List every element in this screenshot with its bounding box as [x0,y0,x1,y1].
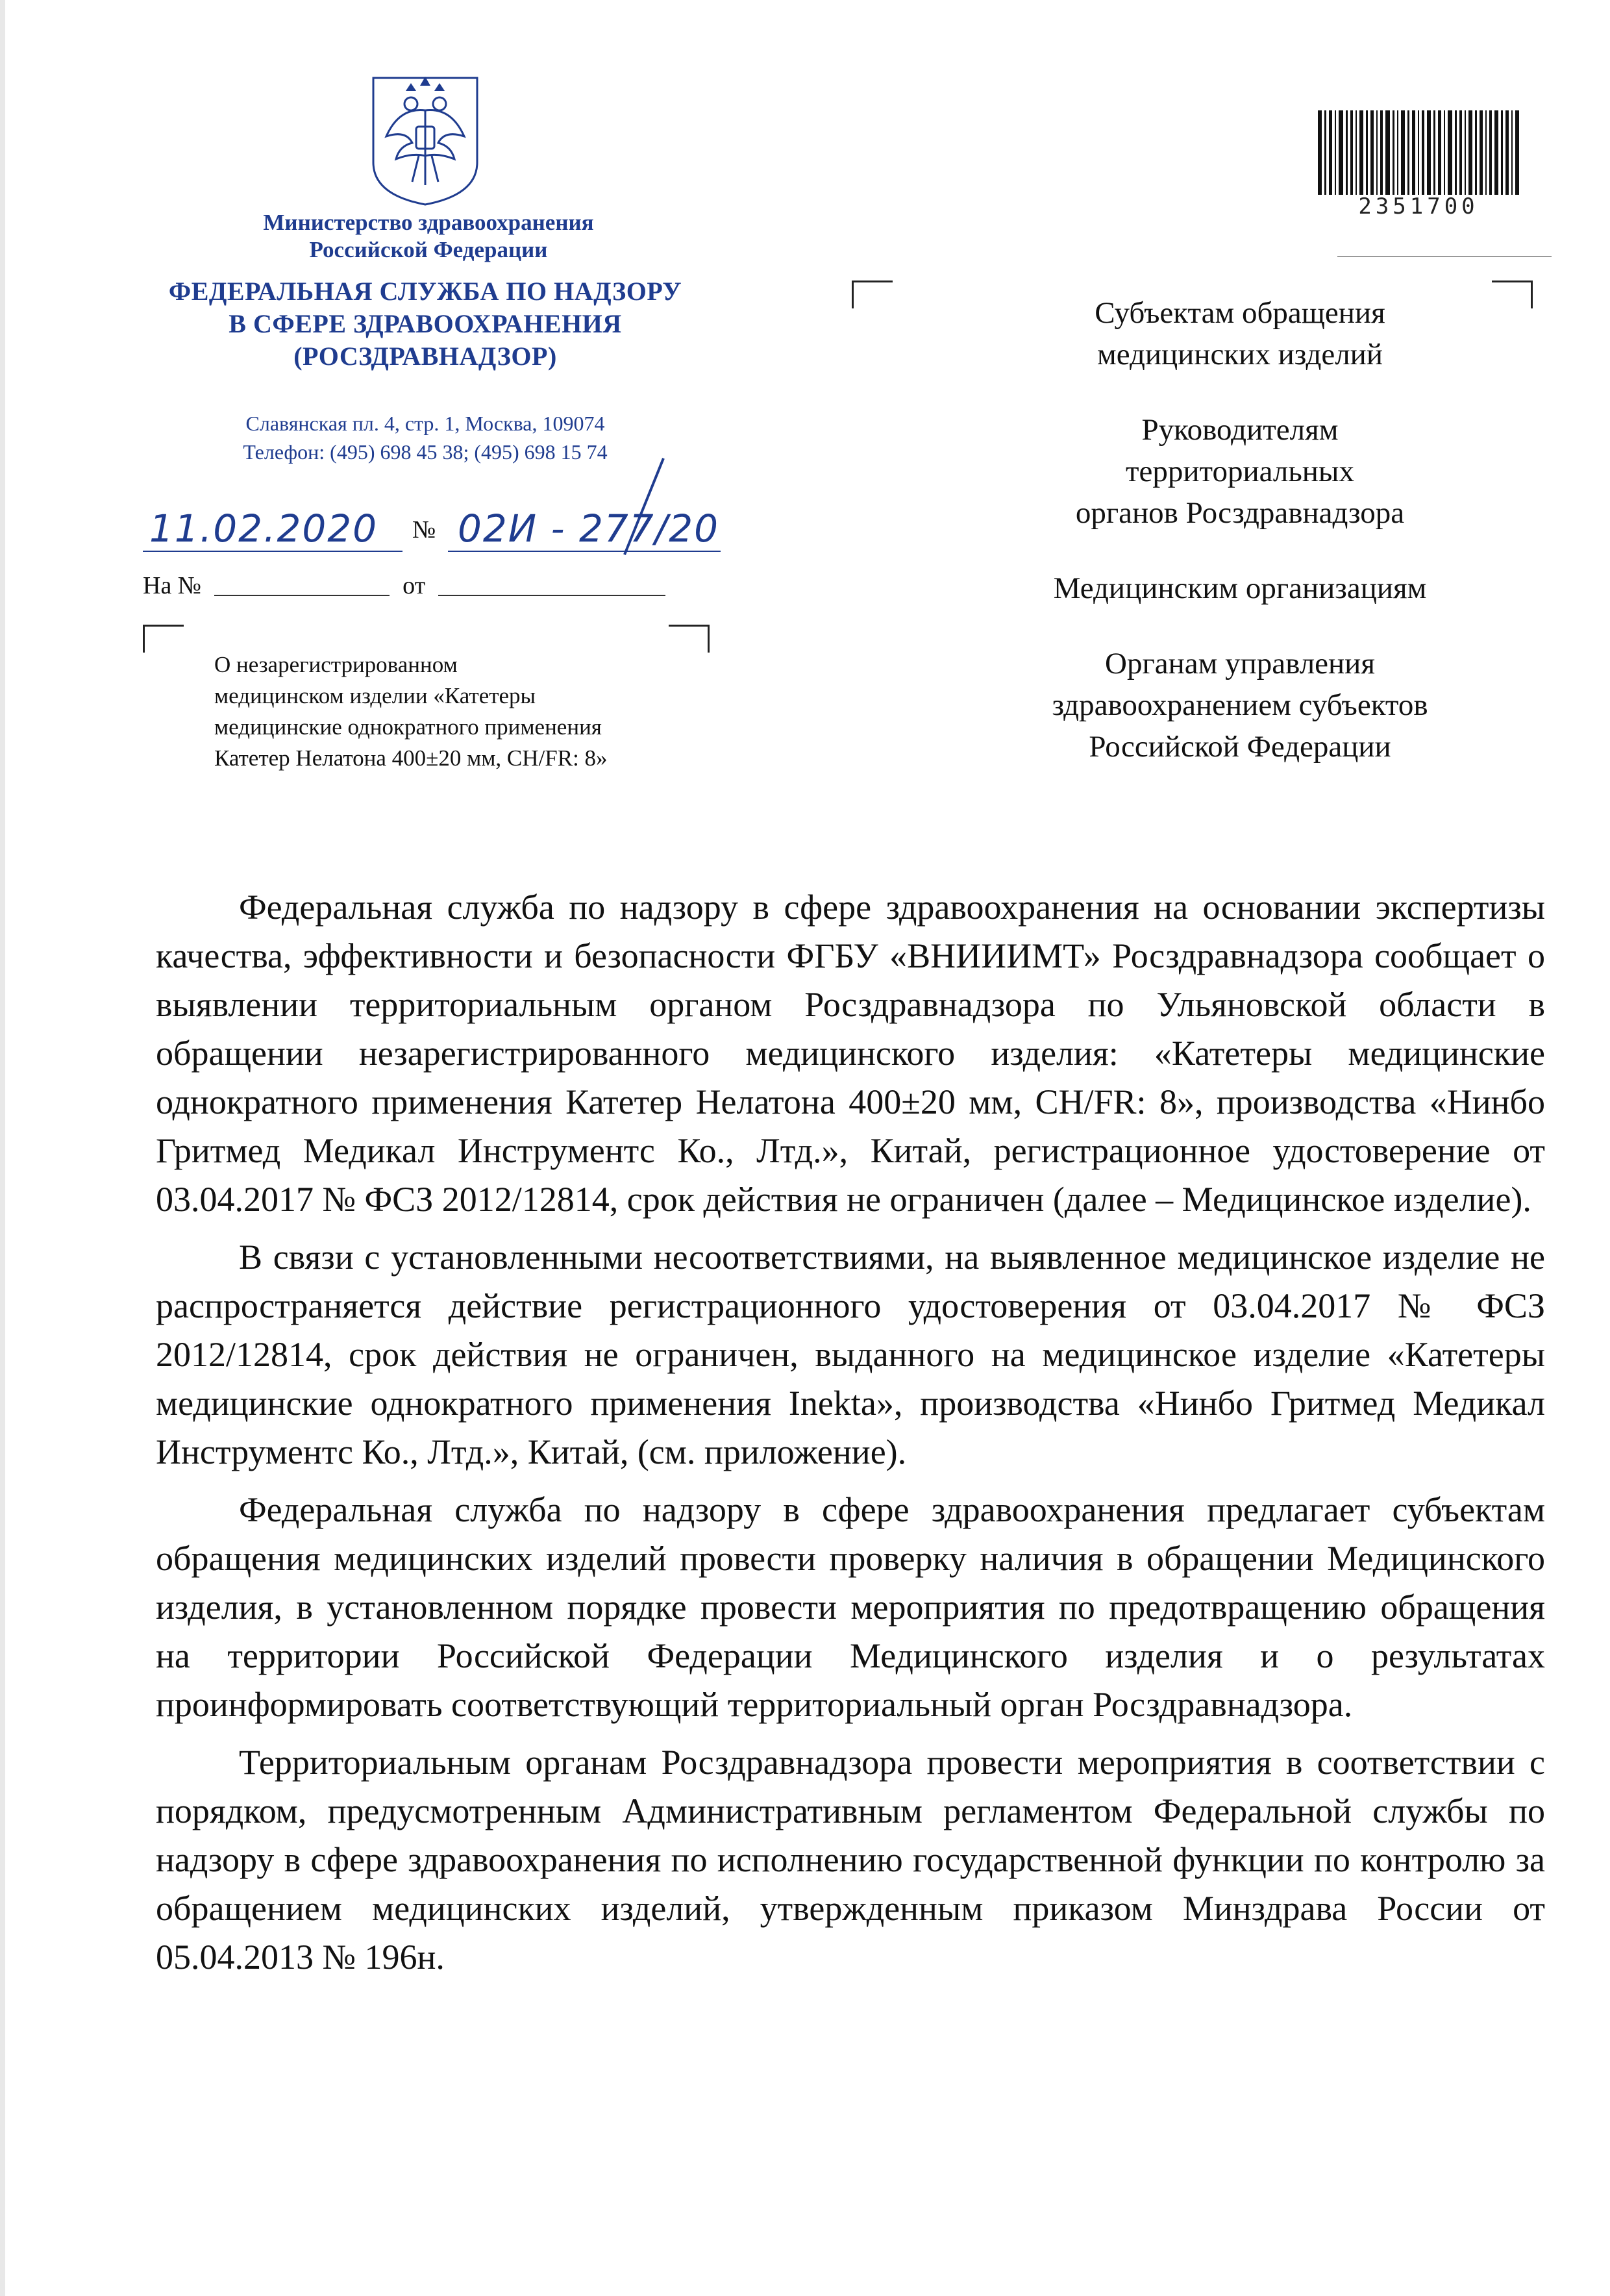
registration-date: 11.02.2020 [149,506,378,551]
letter-subject: О незарегистрированном медицинском изделии «Катетеры медицинские однократного применения Катетер Нелатона 400±20 мм, CH/FR: 8» [214,652,608,771]
registration-number: 02И - 277/20 [458,506,720,551]
addressee-group: Руководителям территориальных органов Росздравнадзора [1075,413,1405,530]
reply-to-label: На № [143,572,202,599]
subject-corner-left [143,625,184,653]
reply-to-line [143,571,727,600]
body-paragraph: Территориальным органам Росздравнадзора провести мероприятия в соответствии с порядком, предусмотренным Административным регламентом Федеральной службы по надзору в сфере здравоохранения по исполнению государственной функции по контролю за обращением медицинских изделий, утвержденным приказом Минздрава России от 05.04.2013 № 196н. [156,1743,1545,1977]
from-label: от [402,572,426,599]
reply-number-blank [214,595,390,596]
service-address [156,409,695,466]
addressee-block [948,292,1532,801]
body-paragraph: Федеральная служба по надзору в сфере здравоохранения на основании экспертизы качества, эффективности и безопасности ФГБУ «ВНИИИМТ» Росздравнадзора сообщает о выявлении территориальным органом Росздравнадзора по Ульяновской области в обращении незарегистрированного медицинского изделия: «Катетеры медицинские однократного применения Катетер Нелатона 400±20 мм, CH/FR: 8», производства «Нинбо Гритмед Медикал Инструментс Ко., Лтд.», Китай, регистрационное удостоверение от 03.04.2017 № ФСЗ 2012/12814, срок действия не ограничен (далее – Медицинское изделие). [156,888,1545,1219]
reply-date-blank [438,595,665,596]
barcode-rule [1337,256,1552,257]
ministry-name: Министерство здравоохранения Российской Федерации [263,210,594,262]
phone-line: Телефон: (495) 698 45 38; (495) 698 15 74 [243,440,608,464]
subject-corner-right [669,625,710,653]
date-underline [143,551,402,552]
body-paragraph: В связи с установленными несоответствиями, на выявленное медицинское изделие не распространяется действие регистрационного удостоверения от 03.04.2017 № ФСЗ 2012/12814, срок действия не ограничен, выданного на медицинское изделие «Катетеры медицинские однократного применения Inekta», производства «Нинбо Гритмед Медикал Инструментс Ко., Лтд.», Китай, (см. приложение). [156,1238,1545,1471]
addressee-corner-left [852,281,893,308]
addressee-group: Субъектам обращения медицинских изделий [1095,296,1385,371]
service-name: ФЕДЕРАЛЬНАЯ СЛУЖБА ПО НАДЗОРУ В СФЕРЕ ЗДРАВООХРАНЕНИЯ (РОСЗДРАВНАДЗОР) [168,277,682,371]
number-label: № [412,516,436,543]
address-line: Славянская пл. 4, стр. 1, Москва, 109074 [245,412,605,435]
coat-of-arms-icon [360,71,490,208]
addressee-group: Органам управления здравоохранением субъектов Российской Федерации [1052,647,1428,764]
letter-body [156,883,1545,1991]
number-underline [448,551,721,552]
addressee-group: Медицинским организациям [1053,571,1427,605]
body-paragraph: Федеральная служба по надзору в сфере здравоохранения предлагает субъектам обращения медицинских изделий провести проверку наличия в обращении Медицинского изделия, в установленном порядке провести мероприятия по предотвращению обращения на территории Российской Федерации Медицинского изделия и о результатах проинформировать соответствующий территориальный орган Росздравнадзора. [156,1490,1545,1724]
barcode-number: 2351700 [1358,193,1479,219]
scan-edge [0,0,5,2296]
registration-line [143,506,766,552]
barcode [1318,110,1519,195]
